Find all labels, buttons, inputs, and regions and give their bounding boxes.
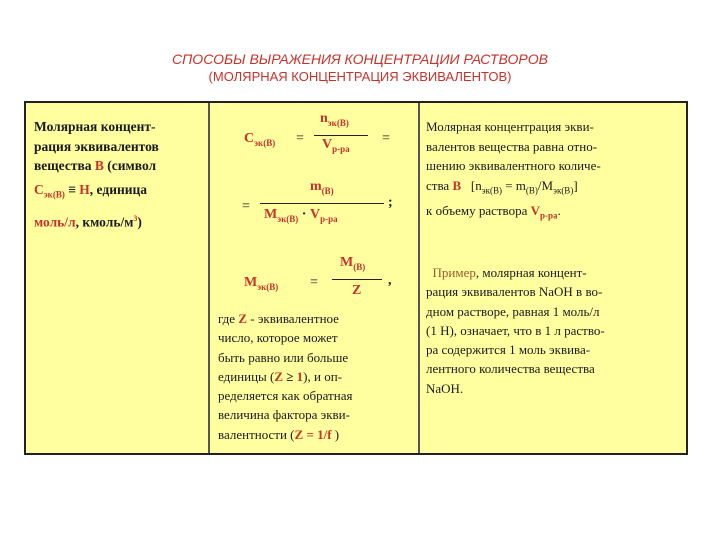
example-line-7: NaOH.	[426, 380, 464, 396]
explanation-text	[426, 117, 601, 226]
definition-text	[34, 117, 159, 232]
formula-1-denominator: $V_{р-ра}$	[322, 137, 350, 154]
explanation-line-2: валентов вещества равна отно-	[426, 138, 598, 154]
definition-column	[26, 103, 210, 453]
definition-line-4: $С_{эк(В)} \equiv Н$, единица	[34, 181, 148, 200]
explanation-column	[420, 103, 686, 453]
example-line-1: Пример, молярная концент-	[432, 265, 587, 280]
formula-3-comma: ,	[388, 273, 392, 288]
formula-1-fraction-line	[314, 135, 368, 136]
formula-2-fraction-line	[260, 203, 384, 204]
example-line-5: ра содержится 1 моль эквива-	[426, 342, 591, 358]
formula-3-lhs: $M_{эк(В)}$	[244, 275, 279, 292]
formula-3-fraction-line	[332, 279, 382, 280]
explanation-line-5: к объему раствора $V_{р-ра}$.	[426, 202, 561, 221]
z-line-2: число, которое может	[218, 330, 338, 346]
formula-1-eq: =	[296, 131, 304, 146]
formula-3-numerator: $M_{(В)}$	[340, 255, 366, 272]
formula-2-eq: =	[242, 199, 250, 214]
formula-1-numerator: $n_{эк(В)}$	[320, 111, 349, 128]
content-table	[24, 101, 688, 455]
z-line-5: ределяется как обратная	[218, 388, 353, 404]
formula-3-eq: =	[310, 275, 318, 290]
formula-1-eq2: =	[382, 131, 390, 146]
explanation-line-1: Молярная концентрация экви-	[426, 119, 594, 134]
definition-line-5: моль/л, кмоль/$м^3$)	[34, 213, 142, 230]
definition-line-3: вещества В (символ	[34, 158, 157, 173]
z-line-3: быть равно или больше	[218, 349, 349, 365]
z-line-7: валентности (Z = 1/f )	[218, 426, 340, 442]
z-line-4: единицы (Z ≥ 1), и оп-	[218, 368, 342, 384]
z-line-1: где Z - эквивалентное	[218, 311, 339, 326]
title-line-1: СПОСОБЫ ВЫРАЖЕНИЯ КОНЦЕНТРАЦИИ РАСТВОРОВ	[172, 51, 548, 67]
page-title	[0, 50, 720, 86]
title-line-2: (МОЛЯРНАЯ КОНЦЕНТРАЦИЯ ЭКВИВАЛЕНТОВ)	[208, 69, 512, 84]
example-line-3: дном растворе, равная 1 моль/л	[426, 303, 600, 319]
formula-column	[210, 103, 420, 453]
z-explanation	[218, 309, 352, 444]
formula-2-semicolon: ;	[388, 195, 393, 210]
definition-line-2: рация эквивалентов	[34, 138, 159, 154]
formula-2-denominator: $M_{эк(В)} \cdot V_{р-ра}$	[264, 207, 338, 224]
explanation-line-4: ства В $[n_{эк(В)} = m_{(В)}/M_{эк(В)}]$	[426, 177, 578, 196]
example-line-2: рация эквивалентов NaOH в во-	[426, 284, 603, 300]
example-line-6: лентного количества вещества	[426, 361, 595, 377]
explanation-line-3: шению эквивалентного количе-	[426, 158, 601, 173]
formula-1-lhs: $С_{эк(В)}$	[244, 131, 276, 148]
formula-2-numerator: $m_{(В)}$	[310, 179, 334, 196]
z-line-6: величина фактора экви-	[218, 407, 350, 423]
example-line-4: (1 Н), означает, что в 1 л раство-	[426, 322, 605, 338]
example-text	[426, 263, 605, 398]
formula-3-denominator: Z	[352, 283, 362, 298]
definition-line-1: Молярная концент-	[34, 119, 156, 134]
